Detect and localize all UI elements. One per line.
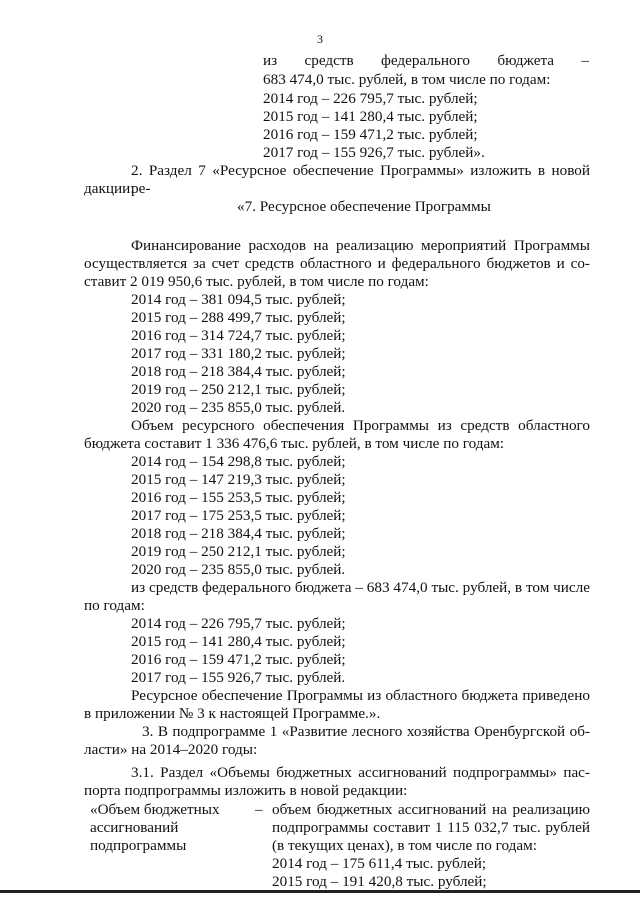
item-2-line-2: дакции: <box>84 180 135 197</box>
top-year-line: 2017 год – 155 926,7 тыс. рублей». <box>263 144 485 161</box>
federal-line-1: из средств федерального бюджета – 683 474,0 тыс. рублей, в том числе <box>131 579 590 596</box>
appendix-line-2: в приложении № 3 к настоящей Программе.». <box>84 705 381 722</box>
top-line-2: 683 474,0 тыс. рублей, в том числе по годам: <box>263 71 551 88</box>
federal-year-line: 2017 год – 155 926,7 тыс. рублей. <box>131 669 346 686</box>
regional-year-line: 2015 год – 147 219,3 тыс. рублей; <box>131 471 346 488</box>
page-number: 3 <box>317 32 323 46</box>
table-left-line: ассигнований <box>90 819 179 836</box>
financing-year-line: 2019 год – 250 212,1 тыс. рублей; <box>131 381 346 398</box>
table-dash: – <box>255 801 263 818</box>
section-heading: «7. Ресурсное обеспечение Программы <box>237 198 491 215</box>
regional-year-line: 2018 год – 218 384,4 тыс. рублей; <box>131 525 346 542</box>
appendix-line-1: Ресурсное обеспечение Программы из областного бюджета приведено <box>131 687 590 704</box>
federal-line-2: по годам: <box>84 597 145 614</box>
financing-year-line: 2014 год – 381 094,5 тыс. рублей; <box>131 291 346 308</box>
item-3-line-2: ласти» на 2014–2020 годы: <box>84 741 258 758</box>
regional-year-line: 2019 год – 250 212,1 тыс. рублей; <box>131 543 346 560</box>
financing-year-line: 2017 год – 331 180,2 тыс. рублей; <box>131 345 346 362</box>
regional-year-line: 2017 год – 175 253,5 тыс. рублей; <box>131 507 346 524</box>
item-3-1-line-2: порта подпрограммы изложить в новой редакции: <box>84 782 408 799</box>
federal-year-line: 2014 год – 226 795,7 тыс. рублей; <box>131 615 346 632</box>
top-year-line: 2014 год – 226 795,7 тыс. рублей; <box>263 90 478 107</box>
top-year-line: 2015 год – 141 280,4 тыс. рублей; <box>263 108 478 125</box>
financing-line-2: осуществляется за счет средств областного и федерального бюджетов и со- <box>84 255 590 272</box>
financing-year-line: 2020 год – 235 855,0 тыс. рублей. <box>131 399 346 416</box>
table-right-line: (в текущих ценах), в том числе по годам: <box>272 837 537 854</box>
table-left-line: подпрограммы <box>90 837 187 854</box>
table-right-line: 2014 год – 175 611,4 тыс. рублей; <box>272 855 487 872</box>
financing-line-3: ставит 2 019 950,6 тыс. рублей, в том числе по годам: <box>84 273 429 290</box>
financing-year-line: 2018 год – 218 384,4 тыс. рублей; <box>131 363 346 380</box>
item-2-line-1: 2. Раздел 7 «Ресурсное обеспечение Программы» изложить в новой ре- <box>131 162 590 197</box>
federal-year-line: 2016 год – 159 471,2 тыс. рублей; <box>131 651 346 668</box>
regional-year-line: 2014 год – 154 298,8 тыс. рублей; <box>131 453 346 470</box>
regional-year-line: 2020 год – 235 855,0 тыс. рублей. <box>131 561 346 578</box>
financing-year-line: 2016 год – 314 724,7 тыс. рублей; <box>131 327 346 344</box>
table-right-line: подпрограммы составит 1 115 032,7 тыс. рублей <box>272 819 590 836</box>
table-right-line: объем бюджетных ассигнований на реализацию <box>272 801 590 818</box>
table-left-line: «Объем бюджетных <box>90 801 220 818</box>
regional-line-2: бюджета составит 1 336 476,6 тыс. рублей, в том числе по годам: <box>84 435 505 452</box>
financing-year-line: 2015 год – 288 499,7 тыс. рублей; <box>131 309 346 326</box>
financing-line-1: Финансирование расходов на реализацию мероприятий Программы <box>131 237 590 254</box>
regional-year-line: 2016 год – 155 253,5 тыс. рублей; <box>131 489 346 506</box>
table-right-line: 2015 год – 191 420,8 тыс. рублей; <box>272 873 487 890</box>
item-3-line-1: 3. В подпрограмме 1 «Развитие лесного хозяйства Оренбургской об- <box>142 723 590 740</box>
top-year-line: 2016 год – 159 471,2 тыс. рублей; <box>263 126 478 143</box>
top-line-1: из средств федерального бюджета – <box>263 52 589 69</box>
federal-year-line: 2015 год – 141 280,4 тыс. рублей; <box>131 633 346 650</box>
regional-line-1: Объем ресурсного обеспечения Программы из средств областного <box>131 417 590 434</box>
item-3-1-line-1: 3.1. Раздел «Объемы бюджетных ассигнований подпрограммы» пас- <box>131 764 590 781</box>
scan-bottom-edge <box>0 890 640 893</box>
